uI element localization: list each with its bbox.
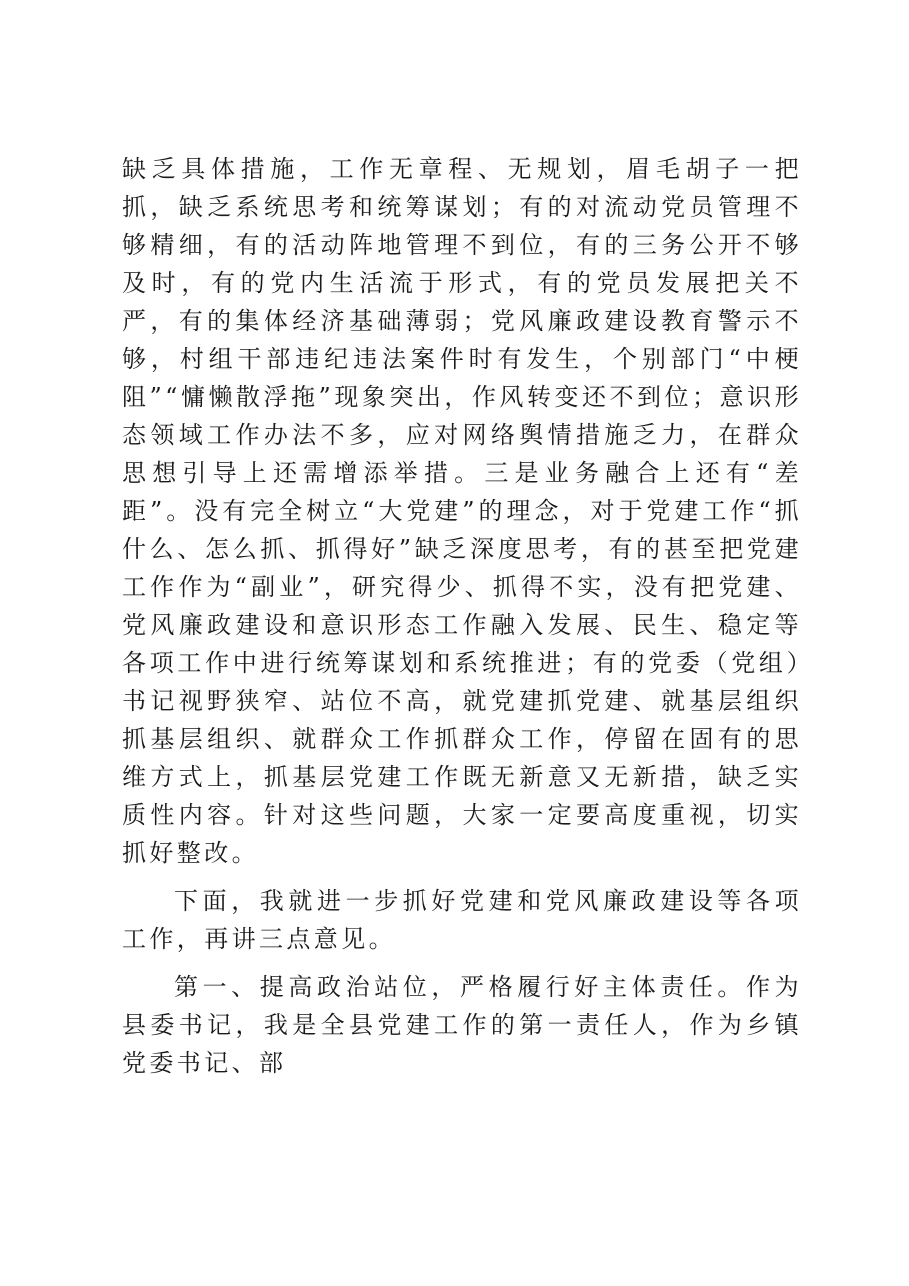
- paragraph-transition: 下面，我就进一步抓好党建和党风廉政建设等各项工作，再讲三点意见。: [122, 887, 802, 953]
- paragraph-continuation: 缺乏具体措施，工作无章程、无规划，眉毛胡子一把抓，缺乏系统思考和统筹谋划；有的对流动党员管理不够精细，有的活动阵地管理不到位，有的三务公开不够及时，有的党内生活流于形式，有的党员发展把关不严，有的集体经济基础薄弱；党风廉政建设教育警示不够，村组干部违纪违法案件时有发生，个别部门“中梗阻”“慵懒散浮拖”现象突出，作风转变还不到位；意识形态领域工作办法不多，应对网络舆情措施乏力，在群众思想引导上还需增添举措。三是业务融合上还有“差距”。没有完全树立“大党建”的理念，对于党建工作“抓什么、怎么抓、抓得好”缺乏深度思考，有的甚至把党建工作作为“副业”，研究得少、抓得不实，没有把党建、党风廉政建设和意识形态工作融入发展、民生、稳定等各项工作中进行统筹谋划和系统推进；有的党委（党组）书记视野狭窄、站位不高，就党建抓党建、就基层组织抓基层组织、就群众工作抓群众工作，停留在固有的思维方式上，抓基层党建工作既无新意又无新措，缺乏实质性内容。针对这些问题，大家一定要高度重视，切实抓好整改。: [122, 155, 802, 867]
- paragraph-point-one: 第一、提高政治站位，严格履行好主体责任。作为县委书记，我是全县党建工作的第一责任人，作为乡镇党委书记、部: [122, 973, 802, 1077]
- body-text: [122, 150, 802, 1082]
